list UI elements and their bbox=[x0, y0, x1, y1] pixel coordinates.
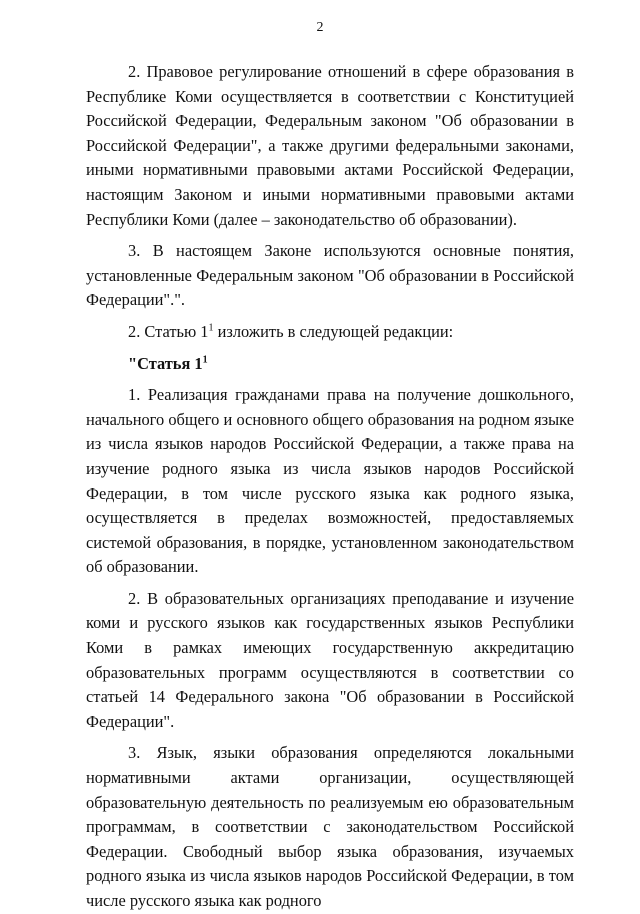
document-body bbox=[86, 60, 574, 914]
article-heading-superscript: 1 bbox=[202, 354, 208, 366]
paragraph-legal-regulation: 2. Правовое регулирование отношений в сфере образования в Республике Коми осуществляется в соответствии с Конституцией Российской Федерации, Федеральным законом "Об образовании в Российской Федерации", а также другими федеральными законами, иными нормативными правовыми актами Российской Федерации, настоящим Законом и иными нормативными правовыми актами Республики Коми (далее – законодательство об образовании). bbox=[86, 62, 574, 229]
article-heading bbox=[86, 352, 574, 377]
paragraph-right-to-education: 1. Реализация гражданами права на получение дошкольного, начального общего и основного общего образования на родном языке из числа языков народов Российской Федерации, а также права на изучение родного языка из числа языков народов Российской Федерации, в том числе русского языка как родного языка, осуществляется в пределах возможностей, предоставляемых системой образования, в порядке, установленном законодательством об образовании. bbox=[86, 385, 574, 577]
paragraph-language-of-education: 3. Язык, языки образования определяются локальными нормативными актами организации, осуществляющей образовательную деятельность по реализуемым ею образовательным программам, в соответствии с законодательством Российской Федерации. Свободный выбор языка образования, изучаемых родного языка из числа языков народов Российской Федерации, в том числе русского языка как родного bbox=[86, 743, 574, 910]
amendment-text-suffix: изложить в следующей редакции: bbox=[213, 321, 454, 341]
amendment-article-superscript: 1 bbox=[208, 322, 214, 334]
article-heading-text: "Статья 1 bbox=[128, 353, 203, 373]
paragraph-basic-concepts: 3. В настоящем Законе используются основные понятия, установленные Федеральным законом "Об образовании в Российской Федерации".". bbox=[86, 241, 574, 310]
paragraph-amendment-instruction bbox=[86, 320, 574, 345]
paragraph-komi-russian-languages: 2. В образовательных организациях преподавание и изучение коми и русского языков как государственных языков Республики Коми в рамках имеющих государственную аккредитацию образовательных программ осуществляются в соответствии со статьей 14 Федерального закона "Об образовании в Российской Федерации". bbox=[86, 588, 574, 731]
amendment-text: 2. Статью 1 bbox=[128, 321, 209, 341]
page-number: 2 bbox=[316, 20, 324, 35]
